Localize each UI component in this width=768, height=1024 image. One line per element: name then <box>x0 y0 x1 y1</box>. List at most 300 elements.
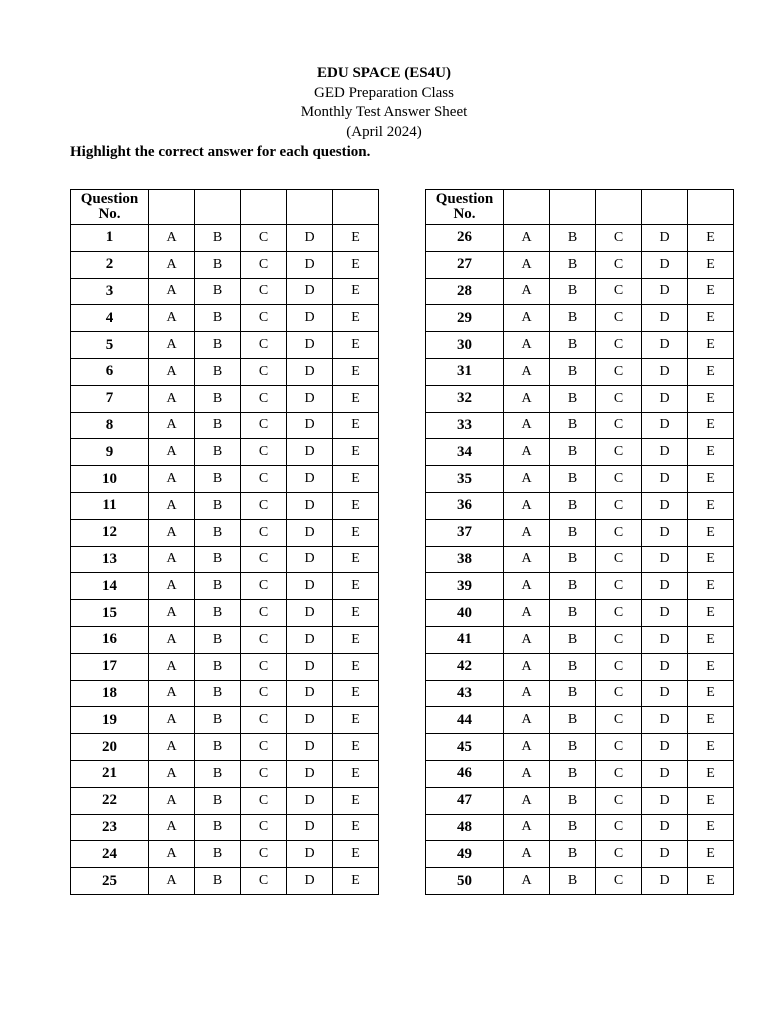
answer-option-e[interactable]: E <box>688 600 734 627</box>
answer-option-a[interactable]: A <box>504 760 550 787</box>
answer-option-b[interactable]: B <box>195 868 241 895</box>
table-row <box>71 358 379 385</box>
question-number: 33 <box>426 412 504 439</box>
question-number: 43 <box>426 680 504 707</box>
answer-option-c[interactable]: C <box>596 439 642 466</box>
answer-option-a[interactable]: A <box>504 251 550 278</box>
answer-option-b[interactable]: B <box>195 305 241 332</box>
answer-option-a[interactable]: A <box>149 707 195 734</box>
table-row <box>71 653 379 680</box>
answer-option-d[interactable]: D <box>642 278 688 305</box>
answer-option-d[interactable]: D <box>287 305 333 332</box>
answer-option-d[interactable]: D <box>642 868 688 895</box>
answer-option-a[interactable]: A <box>149 680 195 707</box>
answer-option-a[interactable]: A <box>149 760 195 787</box>
answer-option-c[interactable]: C <box>596 519 642 546</box>
question-number: 20 <box>71 734 149 761</box>
question-number: 2 <box>71 251 149 278</box>
answer-option-d[interactable]: D <box>642 332 688 359</box>
answer-option-e[interactable]: E <box>333 653 379 680</box>
answer-option-a[interactable]: A <box>149 653 195 680</box>
answer-option-a[interactable]: A <box>504 546 550 573</box>
answer-option-b[interactable]: B <box>550 680 596 707</box>
answer-option-a[interactable]: A <box>504 573 550 600</box>
question-number: 10 <box>71 466 149 493</box>
answer-option-b[interactable]: B <box>195 251 241 278</box>
answer-option-c[interactable]: C <box>241 841 287 868</box>
answer-option-c[interactable]: C <box>241 519 287 546</box>
question-number: 19 <box>71 707 149 734</box>
answer-option-c[interactable]: C <box>241 251 287 278</box>
question-number: 11 <box>71 492 149 519</box>
table-row <box>71 225 379 252</box>
answer-option-d[interactable]: D <box>287 760 333 787</box>
answer-option-e[interactable]: E <box>688 787 734 814</box>
question-number: 4 <box>71 305 149 332</box>
answer-option-a[interactable]: A <box>504 225 550 252</box>
answer-option-c[interactable]: C <box>596 225 642 252</box>
answer-option-e[interactable]: E <box>688 385 734 412</box>
answer-option-e[interactable]: E <box>688 626 734 653</box>
answer-option-b[interactable]: B <box>550 251 596 278</box>
answer-option-c[interactable]: C <box>596 466 642 493</box>
answer-option-d[interactable]: D <box>287 841 333 868</box>
answer-option-c[interactable]: C <box>241 626 287 653</box>
answer-option-a[interactable]: A <box>149 814 195 841</box>
answer-option-a[interactable]: A <box>149 305 195 332</box>
answer-option-d[interactable]: D <box>642 546 688 573</box>
answer-option-e[interactable]: E <box>333 734 379 761</box>
answer-option-d[interactable]: D <box>287 278 333 305</box>
answer-option-a[interactable]: A <box>149 519 195 546</box>
answer-option-c[interactable]: C <box>596 546 642 573</box>
blank-header-cell <box>287 190 333 225</box>
answer-option-c[interactable]: C <box>241 734 287 761</box>
answer-option-e[interactable]: E <box>688 278 734 305</box>
answer-option-e[interactable]: E <box>688 653 734 680</box>
answer-option-d[interactable]: D <box>287 787 333 814</box>
answer-option-c[interactable]: C <box>596 278 642 305</box>
answer-option-e[interactable]: E <box>333 707 379 734</box>
answer-option-e[interactable]: E <box>688 466 734 493</box>
answer-option-d[interactable]: D <box>287 492 333 519</box>
answer-option-c[interactable]: C <box>596 707 642 734</box>
answer-option-d[interactable]: D <box>642 412 688 439</box>
table-row <box>426 653 734 680</box>
answer-option-d[interactable]: D <box>642 385 688 412</box>
answer-option-b[interactable]: B <box>550 626 596 653</box>
answer-option-d[interactable]: D <box>287 519 333 546</box>
answer-option-c[interactable]: C <box>596 814 642 841</box>
answer-option-c[interactable]: C <box>596 305 642 332</box>
answer-option-c[interactable]: C <box>241 412 287 439</box>
answer-option-a[interactable]: A <box>149 600 195 627</box>
answer-option-e[interactable]: E <box>688 760 734 787</box>
answer-option-d[interactable]: D <box>287 707 333 734</box>
answer-option-e[interactable]: E <box>688 519 734 546</box>
answer-option-e[interactable]: E <box>688 814 734 841</box>
answer-option-a[interactable]: A <box>149 225 195 252</box>
answer-option-d[interactable]: D <box>287 600 333 627</box>
answer-option-a[interactable]: A <box>504 332 550 359</box>
answer-option-b[interactable]: B <box>195 358 241 385</box>
answer-option-b[interactable]: B <box>195 225 241 252</box>
answer-option-e[interactable]: E <box>333 412 379 439</box>
answer-option-b[interactable]: B <box>550 841 596 868</box>
answer-option-d[interactable]: D <box>642 680 688 707</box>
table-row <box>71 573 379 600</box>
table-row <box>426 680 734 707</box>
answer-option-b[interactable]: B <box>195 385 241 412</box>
answer-option-e[interactable]: E <box>333 626 379 653</box>
answer-option-c[interactable]: C <box>241 573 287 600</box>
answer-option-e[interactable]: E <box>333 332 379 359</box>
answer-option-c[interactable]: C <box>596 734 642 761</box>
answer-option-b[interactable]: B <box>195 787 241 814</box>
answer-option-a[interactable]: A <box>149 439 195 466</box>
answer-option-b[interactable]: B <box>195 492 241 519</box>
answer-option-b[interactable]: B <box>195 412 241 439</box>
answer-option-a[interactable]: A <box>149 412 195 439</box>
answer-option-c[interactable]: C <box>596 841 642 868</box>
answer-option-d[interactable]: D <box>287 385 333 412</box>
answer-option-e[interactable]: E <box>333 305 379 332</box>
table-row <box>71 332 379 359</box>
answer-option-e[interactable]: E <box>333 278 379 305</box>
answer-option-d[interactable]: D <box>287 680 333 707</box>
question-number: 48 <box>426 814 504 841</box>
question-number: 25 <box>71 868 149 895</box>
answer-option-a[interactable]: A <box>149 466 195 493</box>
answer-option-e[interactable]: E <box>333 760 379 787</box>
answer-option-b[interactable]: B <box>195 519 241 546</box>
table-row <box>426 760 734 787</box>
answer-option-b[interactable]: B <box>550 573 596 600</box>
answer-option-d[interactable]: D <box>642 734 688 761</box>
answer-option-c[interactable]: C <box>241 305 287 332</box>
answer-option-a[interactable]: A <box>504 707 550 734</box>
answer-option-c[interactable]: C <box>596 412 642 439</box>
answer-option-b[interactable]: B <box>550 760 596 787</box>
course-name: GED Preparation Class <box>314 84 454 101</box>
answer-option-d[interactable]: D <box>642 305 688 332</box>
answer-option-c[interactable]: C <box>241 466 287 493</box>
answer-option-c[interactable]: C <box>596 492 642 519</box>
answer-option-b[interactable]: B <box>195 332 241 359</box>
answer-option-c[interactable]: C <box>596 600 642 627</box>
answer-option-e[interactable]: E <box>333 385 379 412</box>
answer-option-c[interactable]: C <box>241 332 287 359</box>
answer-option-e[interactable]: E <box>333 814 379 841</box>
answer-option-a[interactable]: A <box>504 787 550 814</box>
answer-option-a[interactable]: A <box>504 626 550 653</box>
answer-option-a[interactable]: A <box>504 680 550 707</box>
answer-option-d[interactable]: D <box>287 251 333 278</box>
blank-header-cell <box>195 190 241 225</box>
answer-option-e[interactable]: E <box>688 305 734 332</box>
answer-option-b[interactable]: B <box>195 573 241 600</box>
answer-option-d[interactable]: D <box>287 466 333 493</box>
answer-option-c[interactable]: C <box>241 760 287 787</box>
table-row <box>71 251 379 278</box>
answer-option-d[interactable]: D <box>287 358 333 385</box>
answer-option-a[interactable]: A <box>149 626 195 653</box>
answer-option-e[interactable]: E <box>688 439 734 466</box>
answer-option-a[interactable]: A <box>149 841 195 868</box>
answer-option-a[interactable]: A <box>504 278 550 305</box>
answer-option-b[interactable]: B <box>550 385 596 412</box>
answer-option-c[interactable]: C <box>241 787 287 814</box>
answer-option-d[interactable]: D <box>642 760 688 787</box>
answer-table-left <box>70 189 379 895</box>
answer-option-d[interactable]: D <box>642 814 688 841</box>
question-number: 12 <box>71 519 149 546</box>
answer-option-b[interactable]: B <box>195 680 241 707</box>
table-row <box>426 546 734 573</box>
answer-option-d[interactable]: D <box>642 466 688 493</box>
answer-option-c[interactable]: C <box>241 278 287 305</box>
answer-option-d[interactable]: D <box>642 841 688 868</box>
answer-option-d[interactable]: D <box>642 707 688 734</box>
answer-option-d[interactable]: D <box>642 600 688 627</box>
answer-option-b[interactable]: B <box>195 653 241 680</box>
answer-option-b[interactable]: B <box>195 841 241 868</box>
answer-option-a[interactable]: A <box>504 841 550 868</box>
answer-option-d[interactable]: D <box>287 439 333 466</box>
answer-option-a[interactable]: A <box>504 814 550 841</box>
answer-option-e[interactable]: E <box>333 466 379 493</box>
answer-option-b[interactable]: B <box>195 600 241 627</box>
answer-option-c[interactable]: C <box>241 358 287 385</box>
answer-option-a[interactable]: A <box>149 734 195 761</box>
answer-option-e[interactable]: E <box>333 251 379 278</box>
table-row <box>71 760 379 787</box>
answer-option-b[interactable]: B <box>195 466 241 493</box>
answer-option-a[interactable]: A <box>149 278 195 305</box>
answer-option-e[interactable]: E <box>333 573 379 600</box>
question-number: 21 <box>71 760 149 787</box>
answer-option-b[interactable]: B <box>550 600 596 627</box>
table-row <box>71 680 379 707</box>
answer-option-e[interactable]: E <box>333 680 379 707</box>
answer-option-c[interactable]: C <box>241 814 287 841</box>
answer-option-e[interactable]: E <box>333 439 379 466</box>
answer-option-b[interactable]: B <box>195 814 241 841</box>
answer-option-b[interactable]: B <box>195 546 241 573</box>
answer-option-c[interactable]: C <box>241 546 287 573</box>
answer-option-c[interactable]: C <box>241 707 287 734</box>
answer-option-d[interactable]: D <box>642 573 688 600</box>
answer-option-b[interactable]: B <box>550 868 596 895</box>
answer-option-e[interactable]: E <box>688 492 734 519</box>
answer-option-e[interactable]: E <box>688 734 734 761</box>
answer-option-c[interactable]: C <box>596 868 642 895</box>
answer-option-a[interactable]: A <box>149 787 195 814</box>
answer-option-b[interactable]: B <box>195 707 241 734</box>
answer-option-d[interactable]: D <box>287 734 333 761</box>
answer-option-a[interactable]: A <box>504 600 550 627</box>
answer-option-c[interactable]: C <box>596 787 642 814</box>
test-date: (April 2024) <box>346 123 422 140</box>
question-number: 31 <box>426 358 504 385</box>
answer-option-d[interactable]: D <box>642 787 688 814</box>
blank-header-cell <box>241 190 287 225</box>
answer-option-d[interactable]: D <box>642 225 688 252</box>
answer-option-b[interactable]: B <box>550 305 596 332</box>
answer-option-c[interactable]: C <box>596 653 642 680</box>
answer-option-b[interactable]: B <box>195 734 241 761</box>
answer-option-e[interactable]: E <box>333 787 379 814</box>
answer-option-c[interactable]: C <box>241 653 287 680</box>
table-row <box>426 626 734 653</box>
answer-option-d[interactable]: D <box>287 546 333 573</box>
answer-option-a[interactable]: A <box>149 385 195 412</box>
answer-option-b[interactable]: B <box>195 760 241 787</box>
answer-option-d[interactable]: D <box>642 519 688 546</box>
answer-option-a[interactable]: A <box>504 492 550 519</box>
answer-option-a[interactable]: A <box>149 358 195 385</box>
answer-option-e[interactable]: E <box>333 600 379 627</box>
answer-option-a[interactable]: A <box>149 492 195 519</box>
answer-option-e[interactable]: E <box>688 546 734 573</box>
answer-option-d[interactable]: D <box>287 225 333 252</box>
answer-option-e[interactable]: E <box>333 519 379 546</box>
table-row <box>71 814 379 841</box>
answer-option-d[interactable]: D <box>287 814 333 841</box>
answer-option-b[interactable]: B <box>550 814 596 841</box>
table-row <box>71 466 379 493</box>
answer-option-d[interactable]: D <box>642 653 688 680</box>
answer-option-e[interactable]: E <box>688 573 734 600</box>
answer-option-a[interactable]: A <box>504 653 550 680</box>
answer-option-d[interactable]: D <box>287 653 333 680</box>
answer-option-d[interactable]: D <box>642 251 688 278</box>
answer-option-c[interactable]: C <box>596 385 642 412</box>
answer-option-e[interactable]: E <box>333 492 379 519</box>
answer-option-b[interactable]: B <box>550 519 596 546</box>
answer-option-c[interactable]: C <box>241 600 287 627</box>
answer-option-c[interactable]: C <box>241 680 287 707</box>
question-number: 38 <box>426 546 504 573</box>
question-number: 34 <box>426 439 504 466</box>
answer-option-e[interactable]: E <box>333 358 379 385</box>
answer-option-c[interactable]: C <box>596 332 642 359</box>
question-number: 36 <box>426 492 504 519</box>
answer-option-a[interactable]: A <box>504 385 550 412</box>
answer-option-e[interactable]: E <box>333 546 379 573</box>
blank-header-cell <box>504 190 550 225</box>
question-number: 50 <box>426 868 504 895</box>
answer-option-d[interactable]: D <box>642 492 688 519</box>
answer-option-a[interactable]: A <box>149 868 195 895</box>
answer-option-a[interactable]: A <box>504 358 550 385</box>
table-row <box>71 546 379 573</box>
answer-option-e[interactable]: E <box>688 680 734 707</box>
answer-option-e[interactable]: E <box>688 841 734 868</box>
answer-option-a[interactable]: A <box>504 868 550 895</box>
answer-option-b[interactable]: B <box>550 439 596 466</box>
table-row <box>426 332 734 359</box>
table-row <box>71 868 379 895</box>
answer-option-b[interactable]: B <box>550 546 596 573</box>
answer-option-b[interactable]: B <box>550 278 596 305</box>
answer-option-b[interactable]: B <box>550 492 596 519</box>
answer-option-b[interactable]: B <box>550 225 596 252</box>
table-row <box>426 707 734 734</box>
answer-option-b[interactable]: B <box>550 734 596 761</box>
blank-header-cell <box>333 190 379 225</box>
answer-option-c[interactable]: C <box>241 225 287 252</box>
table-row <box>426 519 734 546</box>
answer-option-b[interactable]: B <box>550 332 596 359</box>
answer-option-b[interactable]: B <box>195 439 241 466</box>
answer-option-b[interactable]: B <box>550 358 596 385</box>
answer-option-c[interactable]: C <box>241 492 287 519</box>
answer-option-e[interactable]: E <box>688 358 734 385</box>
answer-option-c[interactable]: C <box>596 760 642 787</box>
answer-option-d[interactable]: D <box>287 868 333 895</box>
question-number: 9 <box>71 439 149 466</box>
answer-option-a[interactable]: A <box>504 734 550 761</box>
table-row <box>426 278 734 305</box>
answer-option-c[interactable]: C <box>596 680 642 707</box>
answer-option-a[interactable]: A <box>504 412 550 439</box>
answer-option-c[interactable]: C <box>596 251 642 278</box>
answer-option-b[interactable]: B <box>550 653 596 680</box>
answer-option-a[interactable]: A <box>504 439 550 466</box>
answer-option-a[interactable]: A <box>149 546 195 573</box>
answer-option-c[interactable]: C <box>241 385 287 412</box>
answer-option-c[interactable]: C <box>241 439 287 466</box>
answer-option-d[interactable]: D <box>642 358 688 385</box>
answer-option-d[interactable]: D <box>287 412 333 439</box>
answer-option-a[interactable]: A <box>149 251 195 278</box>
answer-option-a[interactable]: A <box>504 466 550 493</box>
answer-option-c[interactable]: C <box>596 626 642 653</box>
answer-option-a[interactable]: A <box>149 573 195 600</box>
answer-option-b[interactable]: B <box>550 787 596 814</box>
answer-option-d[interactable]: D <box>287 332 333 359</box>
answer-option-c[interactable]: C <box>596 573 642 600</box>
answer-option-e[interactable]: E <box>688 707 734 734</box>
answer-option-b[interactable]: B <box>195 626 241 653</box>
answer-option-e[interactable]: E <box>333 868 379 895</box>
answer-option-e[interactable]: E <box>333 841 379 868</box>
answer-option-e[interactable]: E <box>688 332 734 359</box>
answer-option-a[interactable]: A <box>149 332 195 359</box>
table-row <box>71 492 379 519</box>
answer-option-b[interactable]: B <box>195 278 241 305</box>
answer-option-d[interactable]: D <box>642 626 688 653</box>
answer-option-a[interactable]: A <box>504 305 550 332</box>
answer-option-d[interactable]: D <box>287 626 333 653</box>
answer-option-d[interactable]: D <box>642 439 688 466</box>
answer-option-a[interactable]: A <box>504 519 550 546</box>
answer-option-e[interactable]: E <box>688 251 734 278</box>
table-row <box>426 814 734 841</box>
table-row <box>71 707 379 734</box>
answer-option-e[interactable]: E <box>688 868 734 895</box>
answer-option-e[interactable]: E <box>688 412 734 439</box>
answer-option-e[interactable]: E <box>688 225 734 252</box>
answer-option-b[interactable]: B <box>550 466 596 493</box>
answer-option-b[interactable]: B <box>550 412 596 439</box>
answer-option-c[interactable]: C <box>241 868 287 895</box>
answer-option-c[interactable]: C <box>596 358 642 385</box>
answer-option-b[interactable]: B <box>550 707 596 734</box>
answer-option-e[interactable]: E <box>333 225 379 252</box>
answer-option-d[interactable]: D <box>287 573 333 600</box>
